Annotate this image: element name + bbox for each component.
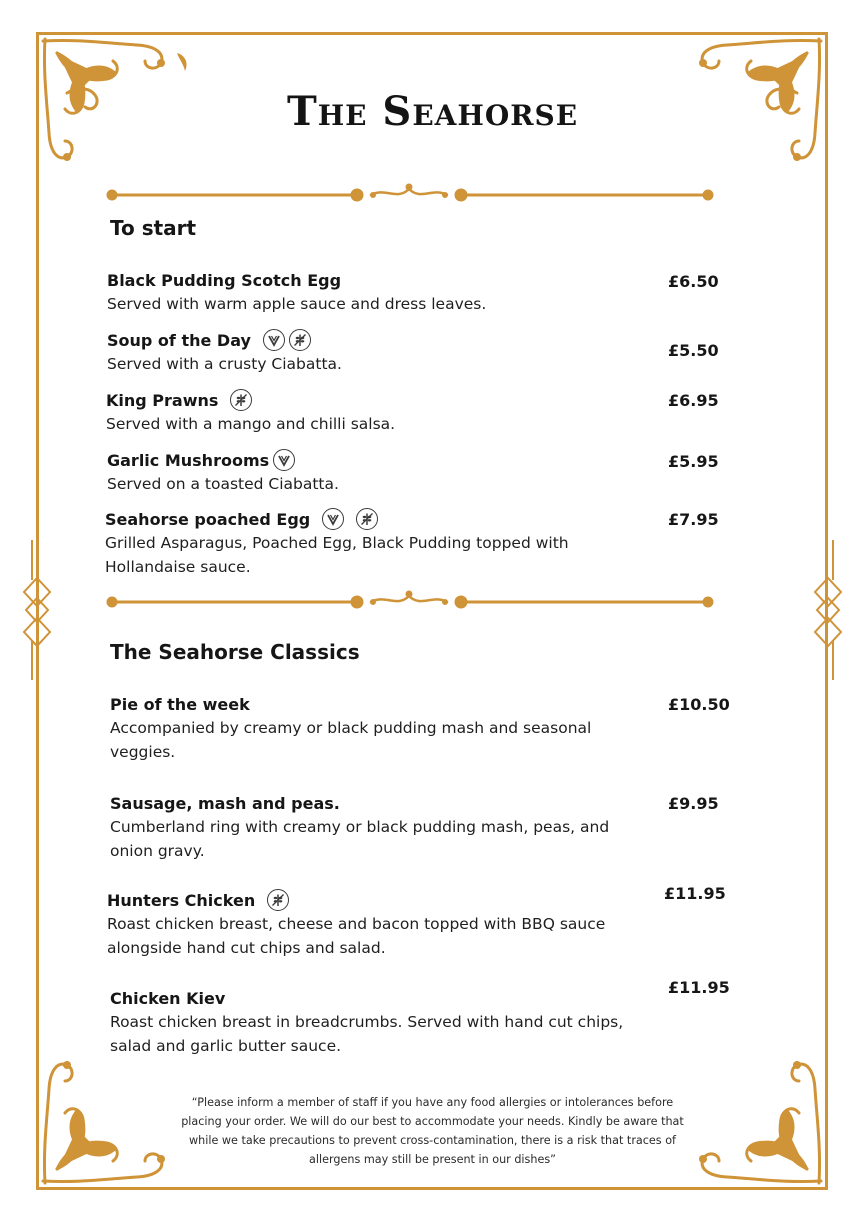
item-description: Roast chicken breast in breadcrumbs. Served with hand cut chips, salad and garlic butter sauce. [110,1013,624,1055]
item-price: £7.95 [668,510,719,529]
vegetarian-icon [273,449,295,471]
vegetarian-icon [322,508,344,530]
item-price: £11.95 [664,884,726,903]
menu-item [110,791,670,863]
vegetarian-icon [263,329,285,351]
menu-item [106,388,666,436]
menu-item [107,268,667,316]
menu-item [110,986,670,1058]
gluten-free-icon [356,508,378,530]
allergy-notice: “Please inform a member of staff if you have any food allergies or intolerances before placing your order. We will do our best to accommodate your needs. Kindly be aware that while we take precautions to prevent cross-contamination, there is a risk that traces of allergens may still be present in our dishes” [181,1096,684,1166]
item-name: King Prawns [106,390,219,410]
item-name: Hunters Chicken [107,890,256,910]
menu-item [110,692,670,764]
item-price: £10.50 [668,695,730,714]
gluten-free-icon [230,389,252,411]
item-name-row [107,328,667,352]
section-heading-starters: To start [110,216,197,240]
item-description: Served with a mango and chilli salsa. [106,415,396,433]
side-ornament-left [22,540,52,680]
item-price: £6.95 [668,391,719,410]
item-name: Chicken Kiev [110,988,226,1008]
side-ornament-right [813,540,843,680]
item-price: £11.95 [668,978,730,997]
item-price: £9.95 [668,794,719,813]
menu-item [107,888,667,960]
section-divider-top [105,183,715,207]
item-name-row [105,507,665,531]
section-heading-classics: The Seahorse Classics [110,640,360,664]
item-name: Soup of the Day [107,330,251,350]
item-name-row [106,388,666,412]
item-name: Black Pudding Scotch Egg [107,270,342,290]
item-name: Garlic Mushrooms [107,450,270,470]
gluten-free-icon [289,329,311,351]
item-name: Sausage, mash and peas. [110,793,340,813]
section-divider-middle [105,590,715,614]
item-description: Accompanied by creamy or black pudding mash and seasonal veggies. [110,719,592,761]
menu-item [107,328,667,376]
menu-item [105,507,665,579]
item-name: Seahorse poached Egg [105,509,311,529]
item-description: Grilled Asparagus, Poached Egg, Black Pudding topped with Hollandaise sauce. [105,534,569,576]
menu-title: The Seahorse [286,88,579,135]
gluten-free-icon [267,889,289,911]
item-name: Pie of the week [110,694,250,714]
item-name-row [107,888,667,912]
item-description: Served with warm apple sauce and dress leaves. [107,295,487,313]
item-description: Served on a toasted Ciabatta. [107,475,339,493]
item-price: £5.50 [668,341,719,360]
item-description: Served with a crusty Ciabatta. [107,355,342,373]
item-price: £6.50 [668,272,719,291]
item-description: Roast chicken breast, cheese and bacon topped with BBQ sauce alongside hand cut chips and salad. [107,915,606,957]
item-name-row [107,448,667,472]
item-price: £5.95 [668,452,719,471]
item-description: Cumberland ring with creamy or black pudding mash, peas, and onion gravy. [110,818,610,860]
menu-item [107,448,667,496]
